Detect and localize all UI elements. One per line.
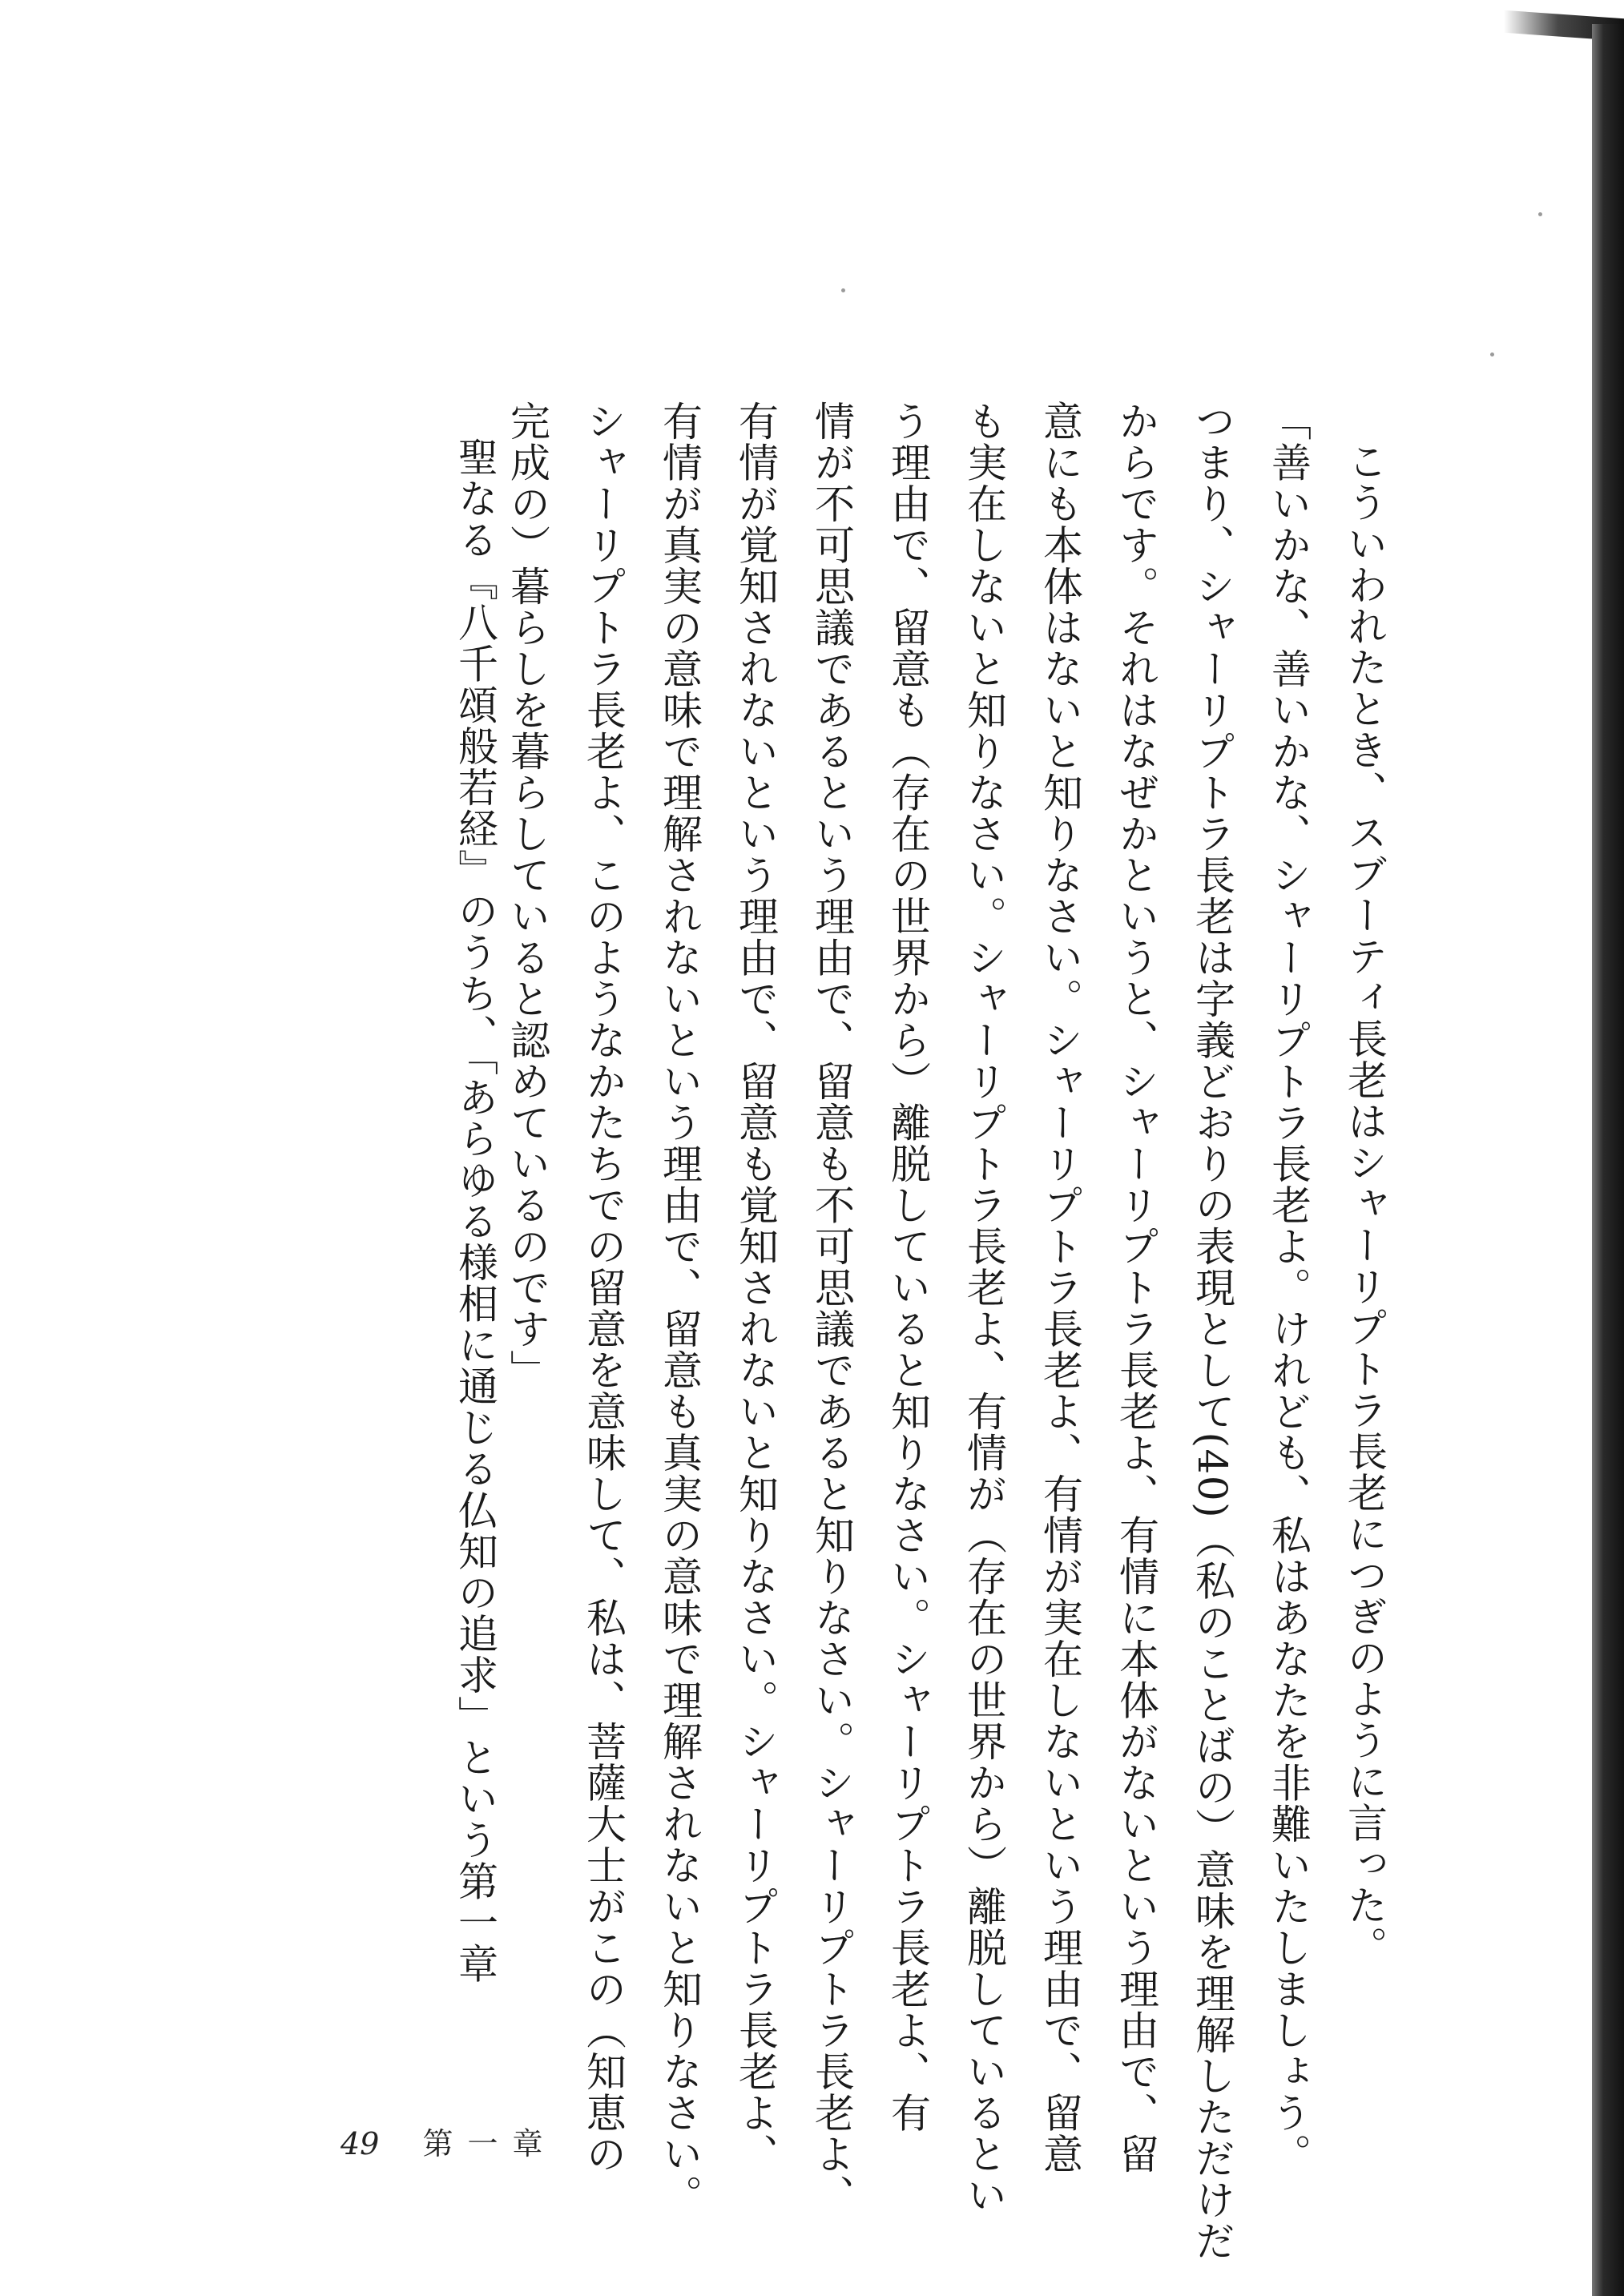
text-line: 有情が真実の意味で理解されないという理由で、留意も真実の意味で理解されないと知りなさい。 xyxy=(656,401,703,2216)
text-line: からです。それはなぜかというと、シャーリプトラ長老よ、有情に本体がないという理由で、留 xyxy=(1113,401,1159,2175)
text-line: う理由で、留意も（存在の世界から）離脱していると知りなさい。シャーリプトラ長老よ、有 xyxy=(885,401,931,2133)
chapter-closing-line: 聖なる『八千頌般若経』のうち、「あらゆる様相に通じる仏知の追求」という第一章 xyxy=(452,437,498,1984)
text-line: 「善いかな、善いかな、シャーリプトラ長老よ。けれども、私はあなたを非難いたしましょう。 xyxy=(1265,401,1312,2175)
page-footer xyxy=(341,2119,557,2163)
running-footer-chapter: 第一章 xyxy=(422,2126,558,2161)
page-number: 49 xyxy=(341,2126,380,2161)
text-line: 完成の）暮らしを暮らしていると認めているのです」 xyxy=(504,401,550,1391)
body-text xyxy=(504,401,1402,2262)
text-line: シャーリプトラ長老よ、このようなかたちでの留意を意味して、私は、菩薩大士がこの（知恵の xyxy=(580,401,627,2175)
scan-speck xyxy=(1490,352,1494,356)
text-line: 情が不可思議であるという理由で、留意も不可思議であると知りなさい。シャーリプトラ長老よ、 xyxy=(808,401,855,2216)
scan-speck xyxy=(1538,212,1542,216)
scan-speck xyxy=(841,288,845,292)
text-line: つまり、シャーリプトラ長老は字義どおりの表現として(40)（私のことばの）意味を理解しただけだ xyxy=(1189,401,1235,2262)
text-line: 有情が覚知されないという理由で、留意も覚知されないと知りなさい。シャーリプトラ長老よ、 xyxy=(732,401,779,2175)
text-line: 意にも本体はないと知りなさい。シャーリプトラ長老よ、有情が実在しないという理由で、留意 xyxy=(1037,401,1083,2175)
text-line: こういわれたとき、スブーティ長老はシャーリプトラ長老につぎのように言った。 xyxy=(1341,441,1388,1968)
text-line: も実在しないと知りなさい。シャーリプトラ長老よ、有情が（存在の世界から）離脱しているとい xyxy=(961,401,1007,2216)
page-edge-shadow xyxy=(1592,24,1624,2296)
